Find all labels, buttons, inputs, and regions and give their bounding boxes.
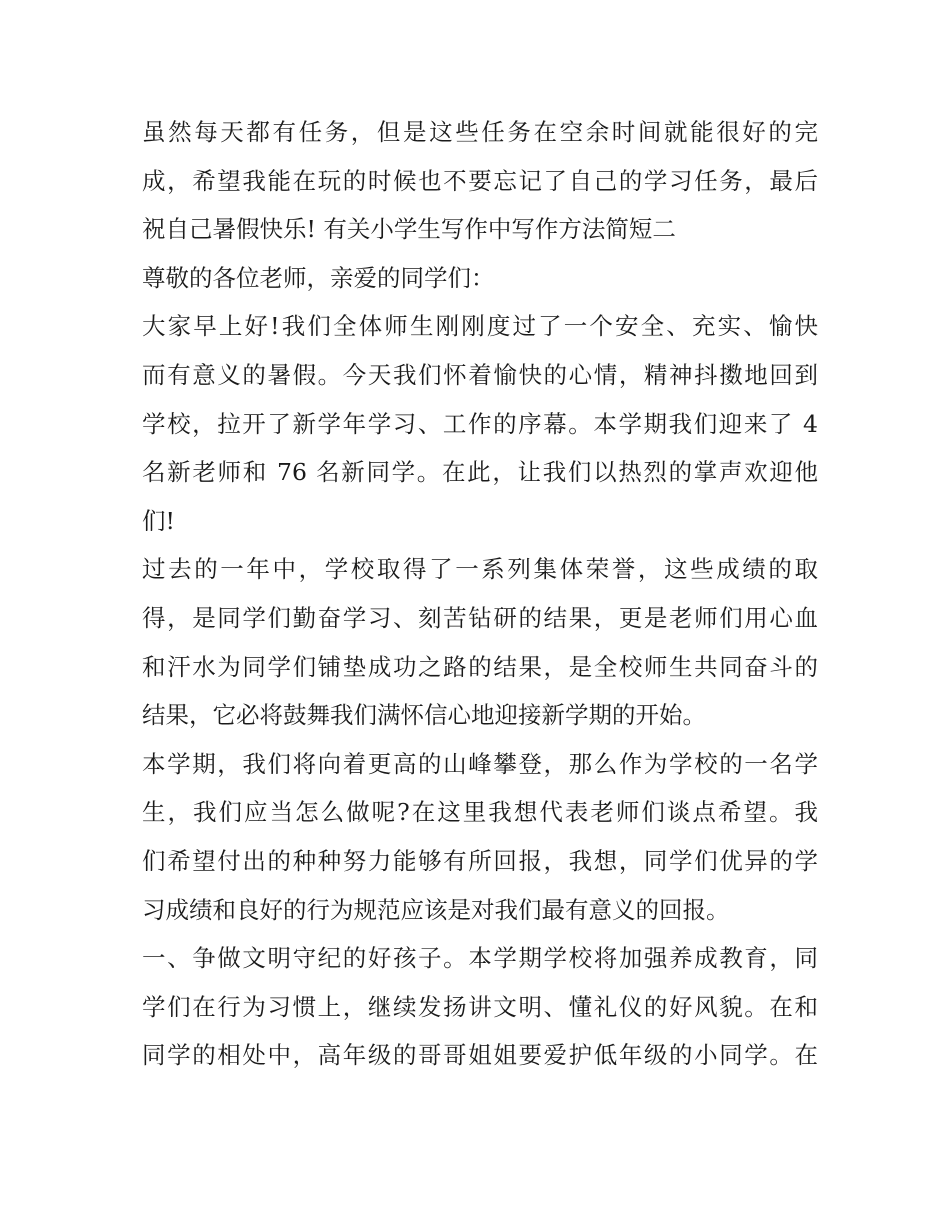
text-line: 得，是同学们勤奋学习、刻苦钻研的结果，更是老师们用心血	[142, 603, 818, 632]
text-line: 祝自己暑假快乐! 有关小学生写作中写作方法简短二	[142, 215, 676, 244]
text-line: 成，希望我能在玩的时候也不要忘记了自己的学习任务，最后	[142, 166, 818, 195]
body-text	[142, 108, 818, 1080]
text-line: 生，我们应当怎么做呢?在这里我想代表老师们谈点希望。我	[142, 798, 818, 827]
text-line: 学校，拉开了新学年学习、工作的序幕。本学期我们迎来了 4	[142, 409, 818, 438]
paragraph-greeting	[142, 302, 818, 545]
text-line: 尊敬的各位老师，亲爱的同学们：	[142, 263, 495, 292]
paragraph-salutation	[142, 254, 818, 303]
text-line: 同学的相处中，高年级的哥哥姐姐要爱护低年级的小同学。在	[142, 1041, 818, 1070]
text-line: 学们在行为习惯上，继续发扬讲文明、懂礼仪的好风貌。在和	[142, 992, 818, 1021]
paragraph-point-one	[142, 934, 818, 1080]
text-line: 和汗水为同学们铺垫成功之路的结果，是全校师生共同奋斗的	[142, 652, 818, 681]
paragraph-closing-wish	[142, 108, 818, 254]
text-line: 而有意义的暑假。今天我们怀着愉快的心情，精神抖擞地回到	[142, 360, 818, 389]
text-line: 们!	[142, 506, 175, 535]
text-line: 过去的一年中，学校取得了一系列集体荣誉，这些成绩的取	[142, 555, 818, 584]
text-line: 一、争做文明守纪的好孩子。本学期学校将加强养成教育，同	[142, 944, 818, 973]
paragraph-this-semester	[142, 740, 818, 934]
paragraph-past-year	[142, 545, 818, 739]
text-line: 大家早上好!我们全体师生刚刚度过了一个安全、充实、愉快	[142, 312, 818, 341]
text-line: 虽然每天都有任务，但是这些任务在空余时间就能很好的完	[142, 118, 818, 146]
text-line: 习成绩和良好的行为规范应该是对我们最有意义的回报。	[142, 895, 730, 924]
text-line: 名新老师和 76 名新同学。在此，让我们以热烈的掌声欢迎他	[142, 458, 818, 487]
text-line: 们希望付出的种种努力能够有所回报，我想，同学们优异的学	[142, 846, 818, 875]
text-line: 本学期，我们将向着更高的山峰攀登，那么作为学校的一名学	[142, 749, 818, 778]
text-line: 结果，它必将鼓舞我们满怀信心地迎接新学期的开始。	[142, 701, 706, 730]
